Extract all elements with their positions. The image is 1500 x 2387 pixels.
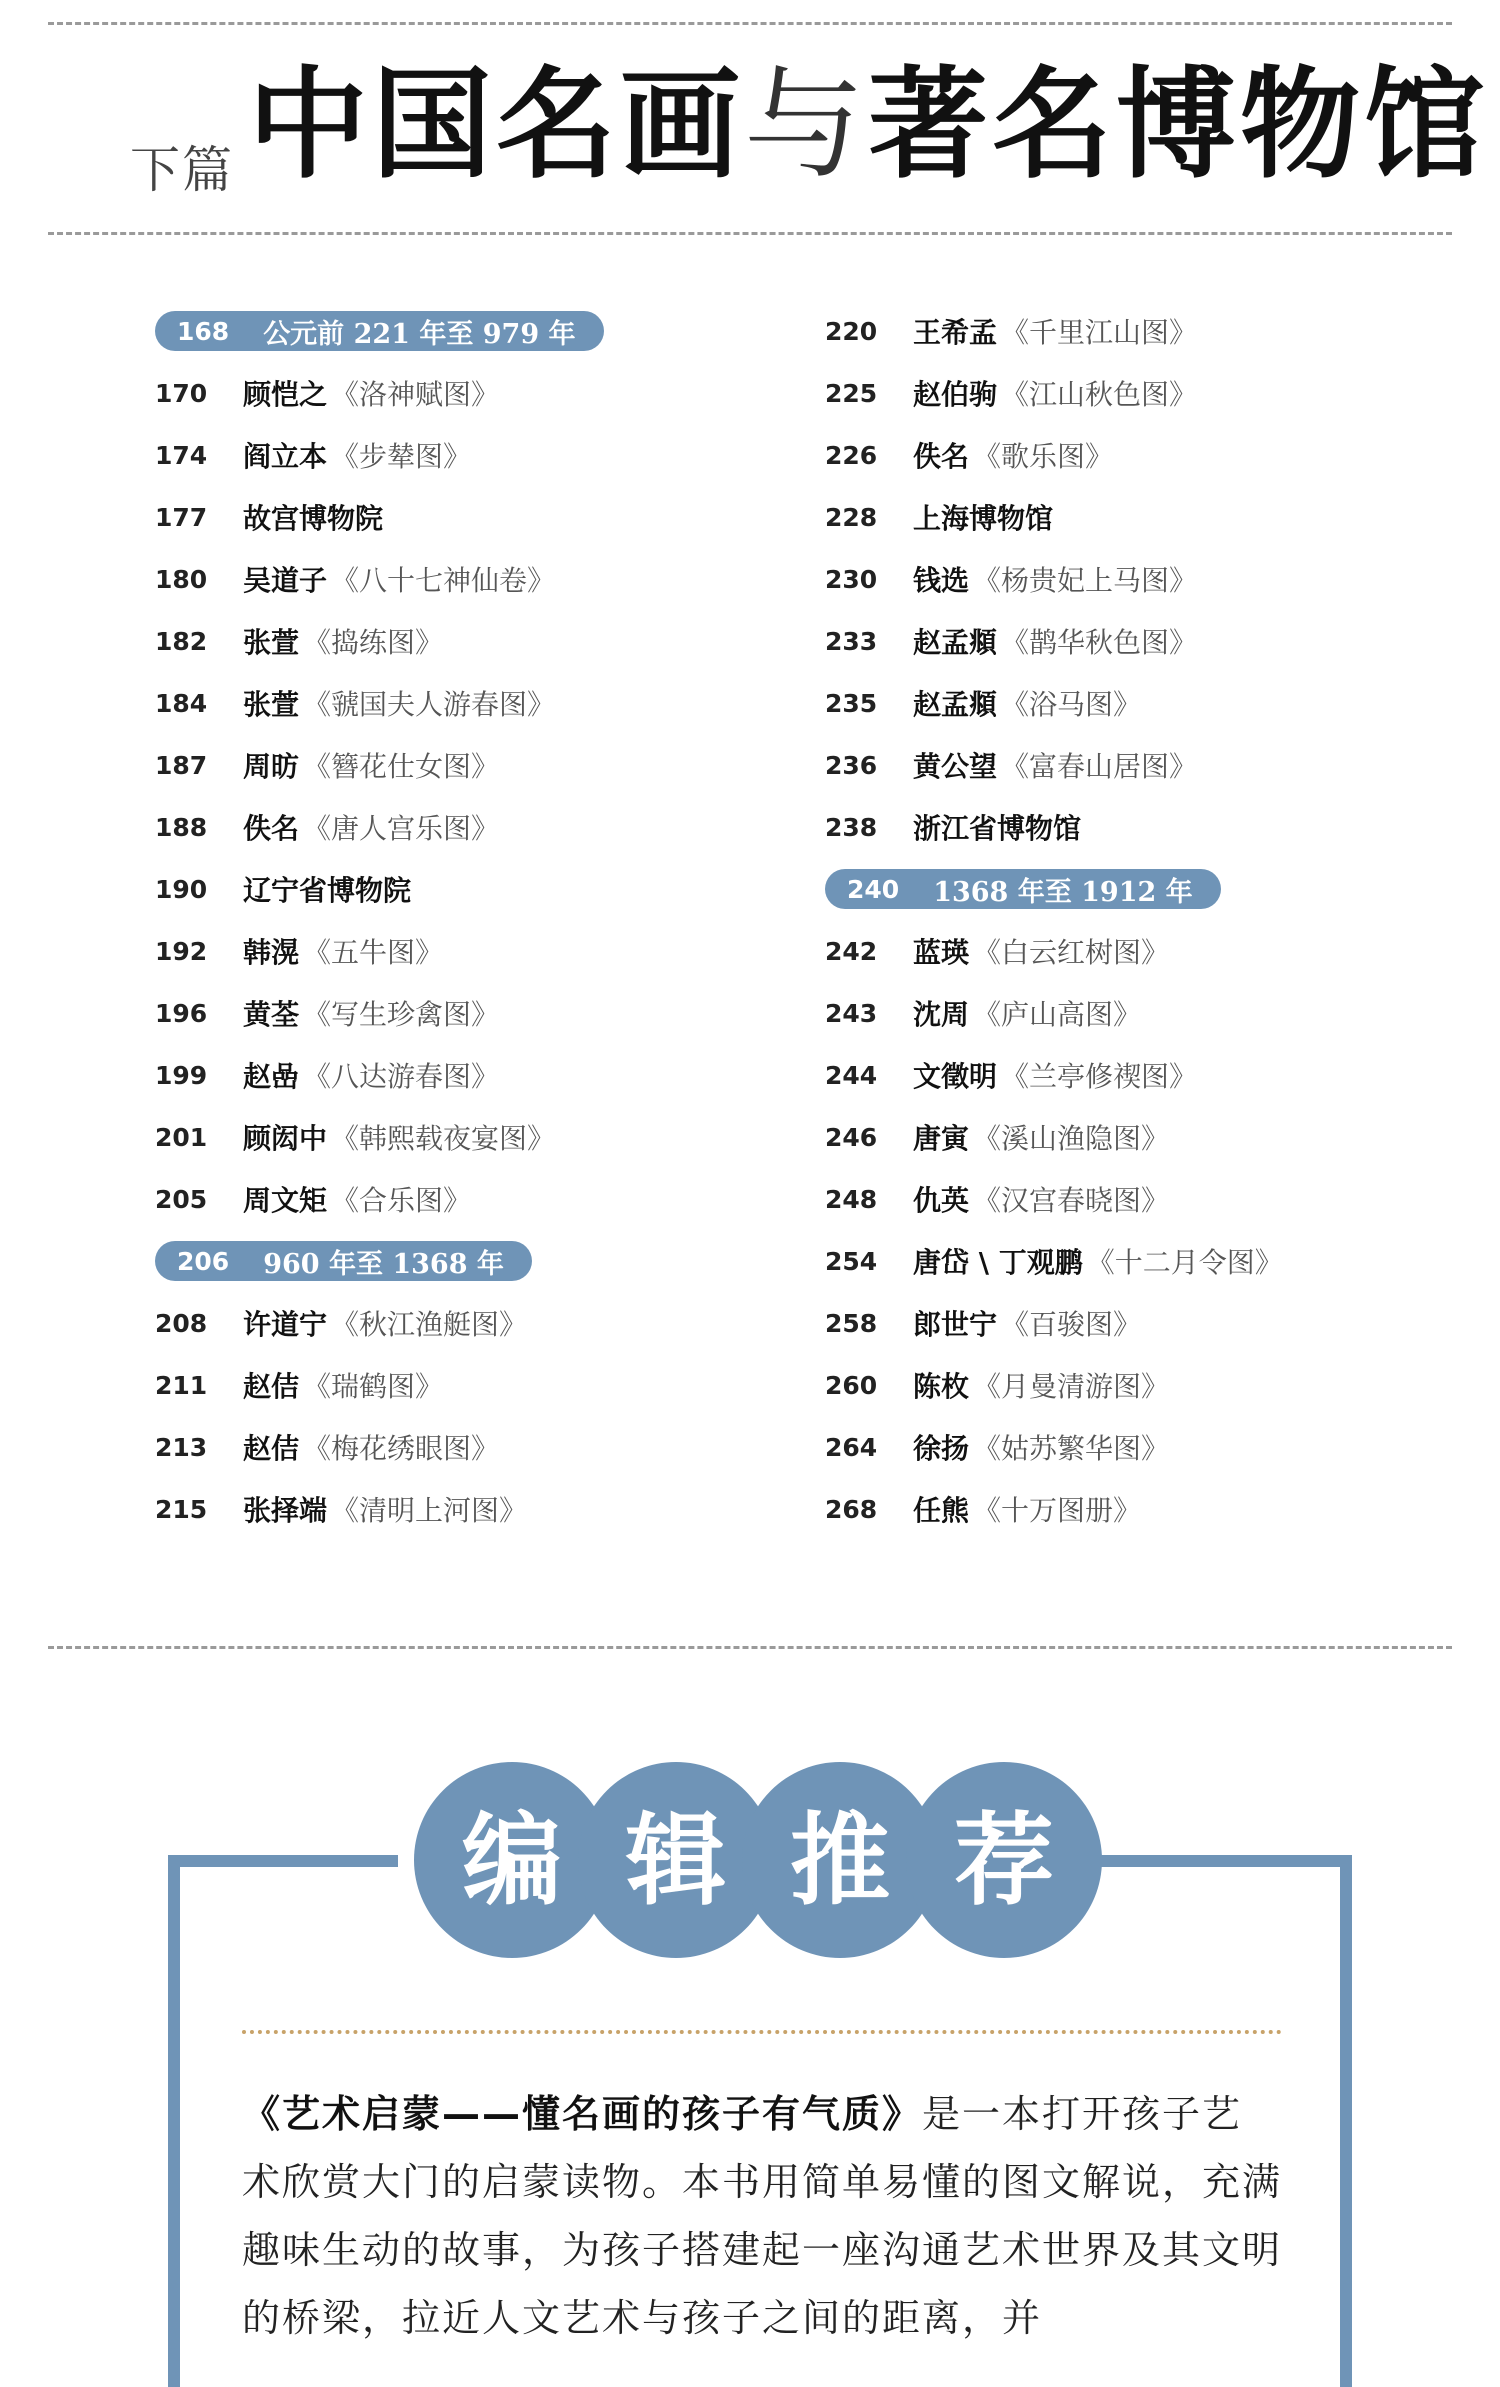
toc-page-number: 190 — [155, 874, 208, 904]
toc-artist: 顾恺之 — [243, 378, 328, 411]
toc-section-header — [155, 300, 795, 362]
toc-entry — [825, 1168, 1465, 1230]
editor-text: 是一本打开孩子艺术欣赏大门的启蒙读物。本书用简单易懂的图文解说，充满趣味生动的故事，为孩子搭建起一座沟通艺术世界及其文明的桥梁，拉近人文艺术与孩子之间的距离，并 — [242, 2092, 1283, 2340]
book-title: 《艺术启蒙——懂名画的孩子有气质》 — [242, 2092, 923, 2136]
toc-work-title: 《姑苏繁华图》 — [973, 1432, 1170, 1465]
section-dashed-divider — [48, 1646, 1452, 1649]
toc-entry — [825, 486, 1465, 548]
toc-entry — [155, 548, 795, 610]
toc-artist: 黄公望 — [913, 750, 998, 783]
toc-page-number: 180 — [155, 564, 208, 594]
toc-page-number: 228 — [825, 502, 878, 532]
dotted-divider — [242, 2030, 1282, 2034]
toc-work-title: 《庐山高图》 — [973, 998, 1142, 1031]
toc-artist: 赵佶 — [243, 1370, 300, 1403]
toc-right-column — [825, 300, 1465, 1540]
toc-page-number: 174 — [155, 440, 208, 470]
toc-work-title: 《十二月令图》 — [1086, 1246, 1283, 1279]
toc-work-title: 《唐人宫乐图》 — [303, 812, 500, 845]
toc-artist: 佚名 — [913, 440, 970, 473]
toc-work-title: 《鹊华秋色图》 — [1001, 626, 1198, 659]
toc-page-number: 264 — [825, 1432, 878, 1462]
toc-artist: 上海博物馆 — [913, 502, 1054, 535]
toc-artist: 郎世宁 — [913, 1308, 998, 1341]
toc-page-number: 177 — [155, 502, 208, 532]
toc-entry — [825, 424, 1465, 486]
toc-work-title: 《江山秋色图》 — [1001, 378, 1198, 411]
toc-artist: 辽宁省博物院 — [243, 874, 412, 907]
toc-artist: 陈枚 — [913, 1370, 970, 1403]
section-pill — [155, 1241, 532, 1281]
toc-page-number: 182 — [155, 626, 208, 656]
toc-work-title: 《秋江渔艇图》 — [331, 1308, 528, 1341]
toc-artist: 赵孟頫 — [913, 626, 998, 659]
toc-artist: 蓝瑛 — [913, 936, 970, 969]
toc-page-number: 211 — [155, 1370, 208, 1400]
toc-page-number: 192 — [155, 936, 208, 966]
toc-page-number: 170 — [155, 378, 208, 408]
toc-entry — [155, 1416, 795, 1478]
toc-page-number: 184 — [155, 688, 208, 718]
toc-entry — [825, 548, 1465, 610]
toc-artist: 徐扬 — [913, 1432, 970, 1465]
toc-page-number: 225 — [825, 378, 878, 408]
toc-work-title: 《白云红树图》 — [973, 936, 1170, 969]
toc-artist: 吴道子 — [243, 564, 328, 597]
toc-page-number: 226 — [825, 440, 878, 470]
toc-entry — [825, 672, 1465, 734]
section-label: 1368 年至 1912 年 — [933, 876, 1193, 908]
toc-page-number: 243 — [825, 998, 878, 1028]
toc-work-title: 《千里江山图》 — [1001, 316, 1198, 349]
toc-work-title: 《兰亭修禊图》 — [1001, 1060, 1198, 1093]
toc-page-number: 268 — [825, 1494, 878, 1524]
toc-artist: 周昉 — [243, 750, 300, 783]
toc-page-number: 220 — [825, 316, 878, 346]
toc-artist: 赵伯驹 — [913, 378, 998, 411]
section-label: 960 年至 1368 年 — [263, 1248, 504, 1280]
editor-circle-4 — [906, 1762, 1102, 1958]
toc-entry — [825, 1354, 1465, 1416]
toc-entry — [155, 1106, 795, 1168]
toc-work-title: 《十万图册》 — [973, 1494, 1142, 1527]
page-title — [248, 56, 1488, 195]
toc-artist: 沈周 — [913, 998, 970, 1031]
toc-entry — [155, 858, 795, 920]
toc-artist: 钱选 — [913, 564, 970, 597]
toc-entry — [825, 1292, 1465, 1354]
toc-page-number: 213 — [155, 1432, 208, 1462]
toc-entry — [155, 796, 795, 858]
toc-left-column — [155, 300, 795, 1540]
toc-page-number: 205 — [155, 1184, 208, 1214]
toc-entry — [155, 1168, 795, 1230]
toc-artist: 王希孟 — [913, 316, 998, 349]
toc-entry — [155, 486, 795, 548]
toc-work-title: 《韩熙载夜宴图》 — [331, 1122, 556, 1155]
toc-artist: 张萱 — [243, 688, 300, 721]
toc-page-number: 215 — [155, 1494, 208, 1524]
toc-entry — [155, 982, 795, 1044]
toc-artist: 周文矩 — [243, 1184, 328, 1217]
toc-work-title: 《歌乐图》 — [973, 440, 1114, 473]
toc-entry — [825, 796, 1465, 858]
toc-entry — [155, 362, 795, 424]
editor-char-4: 荐 — [954, 1801, 1054, 1919]
title-connector: 与 — [744, 56, 868, 195]
toc-page-number: 242 — [825, 936, 878, 966]
toc-entry — [825, 1044, 1465, 1106]
toc-work-title: 《富春山居图》 — [1001, 750, 1198, 783]
toc-artist: 阎立本 — [243, 440, 328, 473]
toc-page-number: 254 — [825, 1246, 878, 1276]
toc-work-title: 《洛神赋图》 — [331, 378, 500, 411]
toc-work-title: 《月曼清游图》 — [973, 1370, 1170, 1403]
toc-artist: 黄荃 — [243, 998, 300, 1031]
toc-artist: 任熊 — [913, 1494, 970, 1527]
toc-artist: 张萱 — [243, 626, 300, 659]
toc-work-title: 《百骏图》 — [1001, 1308, 1142, 1341]
title-dashed-divider — [48, 232, 1452, 235]
toc-page-number: 236 — [825, 750, 878, 780]
toc-entry — [825, 362, 1465, 424]
toc-work-title: 《八达游春图》 — [303, 1060, 500, 1093]
toc-page-number: 248 — [825, 1184, 878, 1214]
toc-entry — [155, 610, 795, 672]
toc-section-header — [825, 858, 1465, 920]
toc-entry — [825, 300, 1465, 362]
toc-page-number: 235 — [825, 688, 878, 718]
editor-char-3: 推 — [790, 1801, 890, 1919]
toc-work-title: 《合乐图》 — [331, 1184, 472, 1217]
toc-entry — [825, 1416, 1465, 1478]
toc-page-number: 196 — [155, 998, 208, 1028]
toc-entry — [155, 920, 795, 982]
section-label: 公元前 221 年至 979 年 — [263, 318, 576, 350]
title-part2: 著名博物馆 — [868, 56, 1488, 195]
toc-work-title: 《五牛图》 — [303, 936, 444, 969]
toc-artist: 仇英 — [913, 1184, 970, 1217]
toc-page-number: 206 — [177, 1246, 230, 1276]
title-prefix: 下篇 — [130, 141, 234, 199]
toc-entry — [155, 424, 795, 486]
toc-page-number: 240 — [847, 874, 900, 904]
toc-entry — [825, 920, 1465, 982]
title-part1: 中国名画 — [248, 56, 744, 195]
toc-page-number: 199 — [155, 1060, 208, 1090]
toc-artist: 顾闳中 — [243, 1122, 328, 1155]
toc-work-title: 《汉宫春晓图》 — [973, 1184, 1170, 1217]
toc-entry — [825, 1106, 1465, 1168]
toc-page-number: 168 — [177, 316, 230, 346]
toc-page-number: 258 — [825, 1308, 878, 1338]
editor-char-1: 编 — [462, 1801, 562, 1919]
toc-work-title: 《八十七神仙卷》 — [331, 564, 556, 597]
toc-artist: 浙江省博物馆 — [913, 812, 1082, 845]
toc-work-title: 《溪山渔隐图》 — [973, 1122, 1170, 1155]
toc-work-title: 《浴马图》 — [1001, 688, 1142, 721]
toc-artist: 韩滉 — [243, 936, 300, 969]
toc-page-number: 260 — [825, 1370, 878, 1400]
toc-page-number: 208 — [155, 1308, 208, 1338]
toc-artist: 赵嵒 — [243, 1060, 300, 1093]
toc-entry — [825, 982, 1465, 1044]
toc-page-number: 188 — [155, 812, 208, 842]
toc-artist: 赵孟頫 — [913, 688, 998, 721]
toc-artist: 佚名 — [243, 812, 300, 845]
top-dashed-divider — [48, 22, 1452, 25]
toc-artist: 文徵明 — [913, 1060, 998, 1093]
toc-entry — [825, 610, 1465, 672]
toc-artist: 张择端 — [243, 1494, 328, 1527]
toc-entry — [155, 1044, 795, 1106]
editor-paragraph — [242, 2080, 1282, 2352]
toc-page-number: 230 — [825, 564, 878, 594]
toc-entry — [155, 734, 795, 796]
toc-work-title: 《写生珍禽图》 — [303, 998, 500, 1031]
toc-work-title: 《虢国夫人游春图》 — [303, 688, 556, 721]
toc-artist: 唐寅 — [913, 1122, 970, 1155]
toc-page-number: 238 — [825, 812, 878, 842]
toc-page-number: 187 — [155, 750, 208, 780]
toc-entry — [825, 734, 1465, 796]
toc-entry — [155, 1354, 795, 1416]
toc-entry — [155, 1292, 795, 1354]
toc-entry — [155, 1478, 795, 1540]
toc-work-title: 《梅花绣眼图》 — [303, 1432, 500, 1465]
toc-entry — [825, 1230, 1465, 1292]
toc-work-title: 《杨贵妃上马图》 — [973, 564, 1198, 597]
toc-artist: 许道宁 — [243, 1308, 328, 1341]
toc-artist: 故宫博物院 — [243, 502, 384, 535]
toc-work-title: 《步辇图》 — [331, 440, 472, 473]
toc-page-number: 233 — [825, 626, 878, 656]
toc-work-title: 《瑞鹤图》 — [303, 1370, 444, 1403]
toc-entry — [825, 1478, 1465, 1540]
toc-artist: 唐岱 \ 丁观鹏 — [913, 1246, 1083, 1279]
toc-page-number: 246 — [825, 1122, 878, 1152]
section-pill — [155, 311, 604, 351]
toc-work-title: 《清明上河图》 — [331, 1494, 528, 1527]
toc-entry — [155, 672, 795, 734]
toc-work-title: 《簪花仕女图》 — [303, 750, 500, 783]
toc-work-title: 《捣练图》 — [303, 626, 444, 659]
toc-page-number: 201 — [155, 1122, 208, 1152]
toc-page-number: 244 — [825, 1060, 878, 1090]
toc-section-header — [155, 1230, 795, 1292]
toc-artist: 赵佶 — [243, 1432, 300, 1465]
section-pill — [825, 869, 1221, 909]
editor-char-2: 辑 — [626, 1801, 726, 1919]
